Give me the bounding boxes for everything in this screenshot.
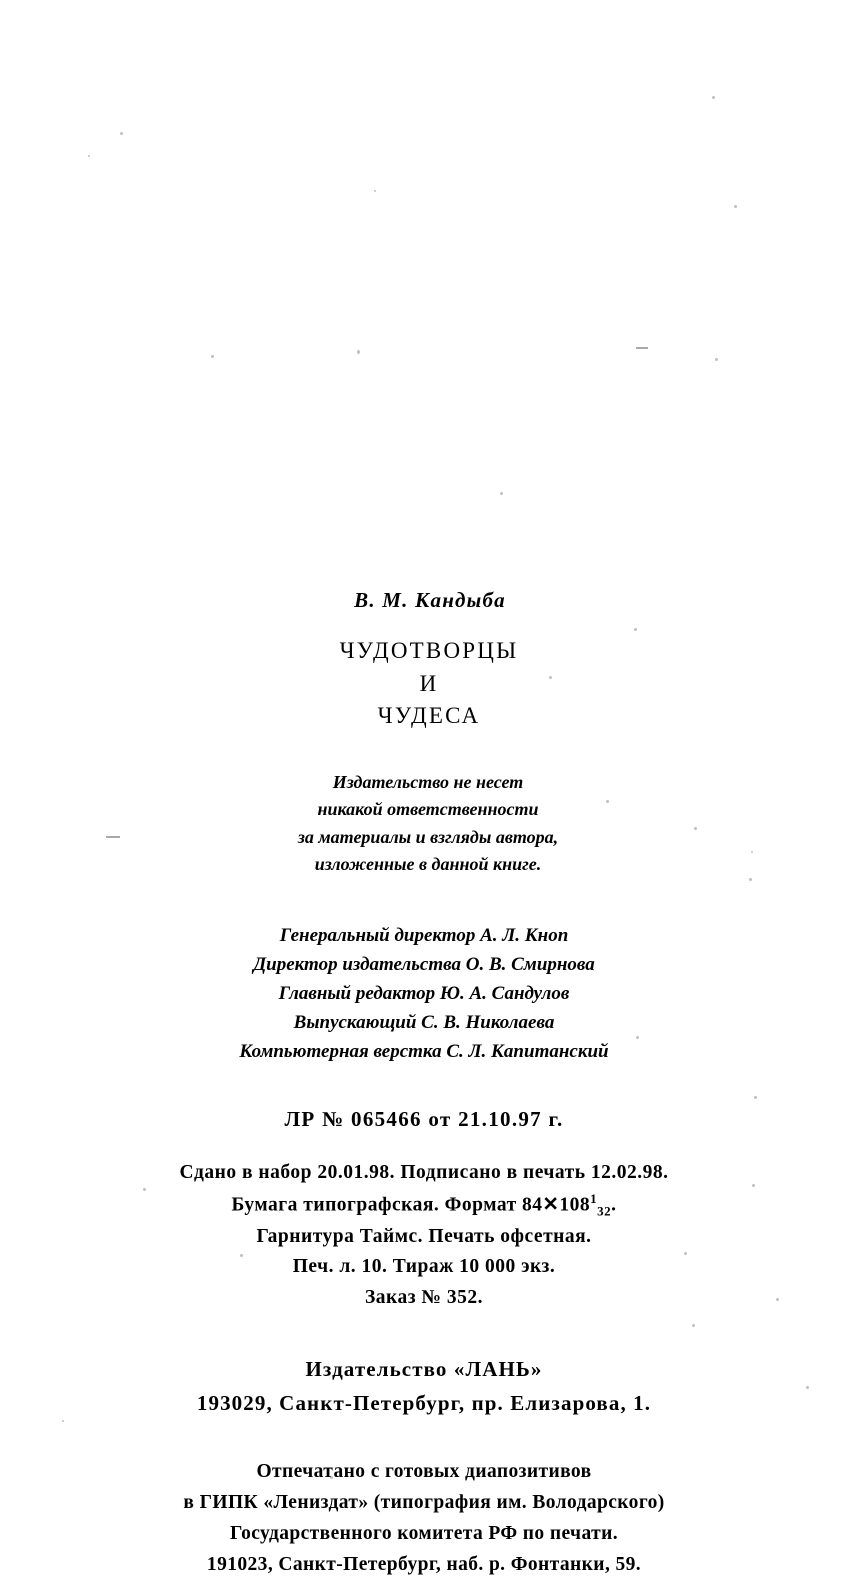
scan-speck: [715, 358, 718, 361]
scan-speck: [500, 492, 503, 495]
credit-producer: Выпускающий С. В. Николаева: [293, 1012, 555, 1034]
print-details: [0, 1158, 848, 1314]
print-typeface: Гарнитура Таймс. Печать офсетная.: [256, 1225, 592, 1247]
print-paper-format-prefix: Бумага типографская. Формат 84✕108: [231, 1194, 591, 1216]
book-title-line-1: ЧУДОТВОРЦЫ: [339, 638, 519, 663]
scan-speck: [357, 350, 360, 354]
printed-by-line-3: Государственного комитета РФ по печати.: [229, 1523, 618, 1545]
book-title: [0, 635, 848, 733]
print-format-denominator: 32: [597, 1202, 612, 1218]
disclaimer-line-2: никакой ответственности: [317, 799, 539, 820]
scan-speck: [120, 132, 123, 135]
credit-chief-editor: Главный редактор Ю. А. Сандулов: [278, 983, 570, 1005]
credit-general-director: Генеральный директор А. Л. Кноп: [279, 925, 569, 947]
printing-house-info: [0, 1456, 848, 1581]
scan-speck: [211, 355, 214, 358]
scan-speck: [712, 96, 715, 99]
print-paper-format-suffix: .: [611, 1194, 617, 1216]
print-format-numerator: 1: [590, 1190, 598, 1206]
scan-dash: [636, 347, 648, 349]
printed-by-line-1: Отпечатано с готовых диапозитивов: [256, 1460, 592, 1482]
disclaimer-line-4: изложенные в данной книге.: [314, 854, 542, 875]
printed-by-line-4: 191023, Санкт-Петербург, наб. р. Фонтанки, 59.: [206, 1554, 642, 1576]
print-dates: Сдано в набор 20.01.98. Подписано в печать 12.02.98.: [179, 1161, 669, 1183]
publisher-disclaimer: [0, 769, 848, 878]
print-paper-format: [0, 1189, 848, 1222]
colophon-block: [0, 588, 848, 1581]
publisher-name: Издательство «ЛАНЬ»: [305, 1356, 543, 1381]
disclaimer-line-1: Издательство не несет: [332, 771, 524, 792]
license-number: ЛР № 065466 от 21.10.97 г.: [284, 1106, 564, 1131]
print-run: Печ. л. 10. Тираж 10 000 экз.: [292, 1256, 556, 1278]
credit-publishing-director: Директор издательства О. В. Смирнова: [253, 954, 595, 976]
publisher-address: 193029, Санкт-Петербург, пр. Елизарова, 1.: [196, 1390, 652, 1415]
book-title-line-3: ЧУДЕСА: [377, 703, 481, 729]
publisher-info: [0, 1352, 848, 1420]
print-order-number: Заказ № 352.: [364, 1287, 484, 1309]
author-name: В. М. Кандыба: [354, 588, 506, 612]
scan-speck: [734, 205, 737, 208]
scan-speck: [88, 155, 90, 157]
scan-speck: [374, 190, 376, 192]
printed-by-line-2: в ГИПК «Лениздат» (типография им. Володарского): [183, 1492, 665, 1514]
book-title-line-2: И: [419, 670, 439, 696]
disclaimer-line-3: за материалы и взгляды автора,: [297, 826, 559, 847]
credit-typesetting: Компьютерная верстка С. Л. Капитанский: [239, 1040, 609, 1062]
staff-credits: [0, 922, 848, 1066]
